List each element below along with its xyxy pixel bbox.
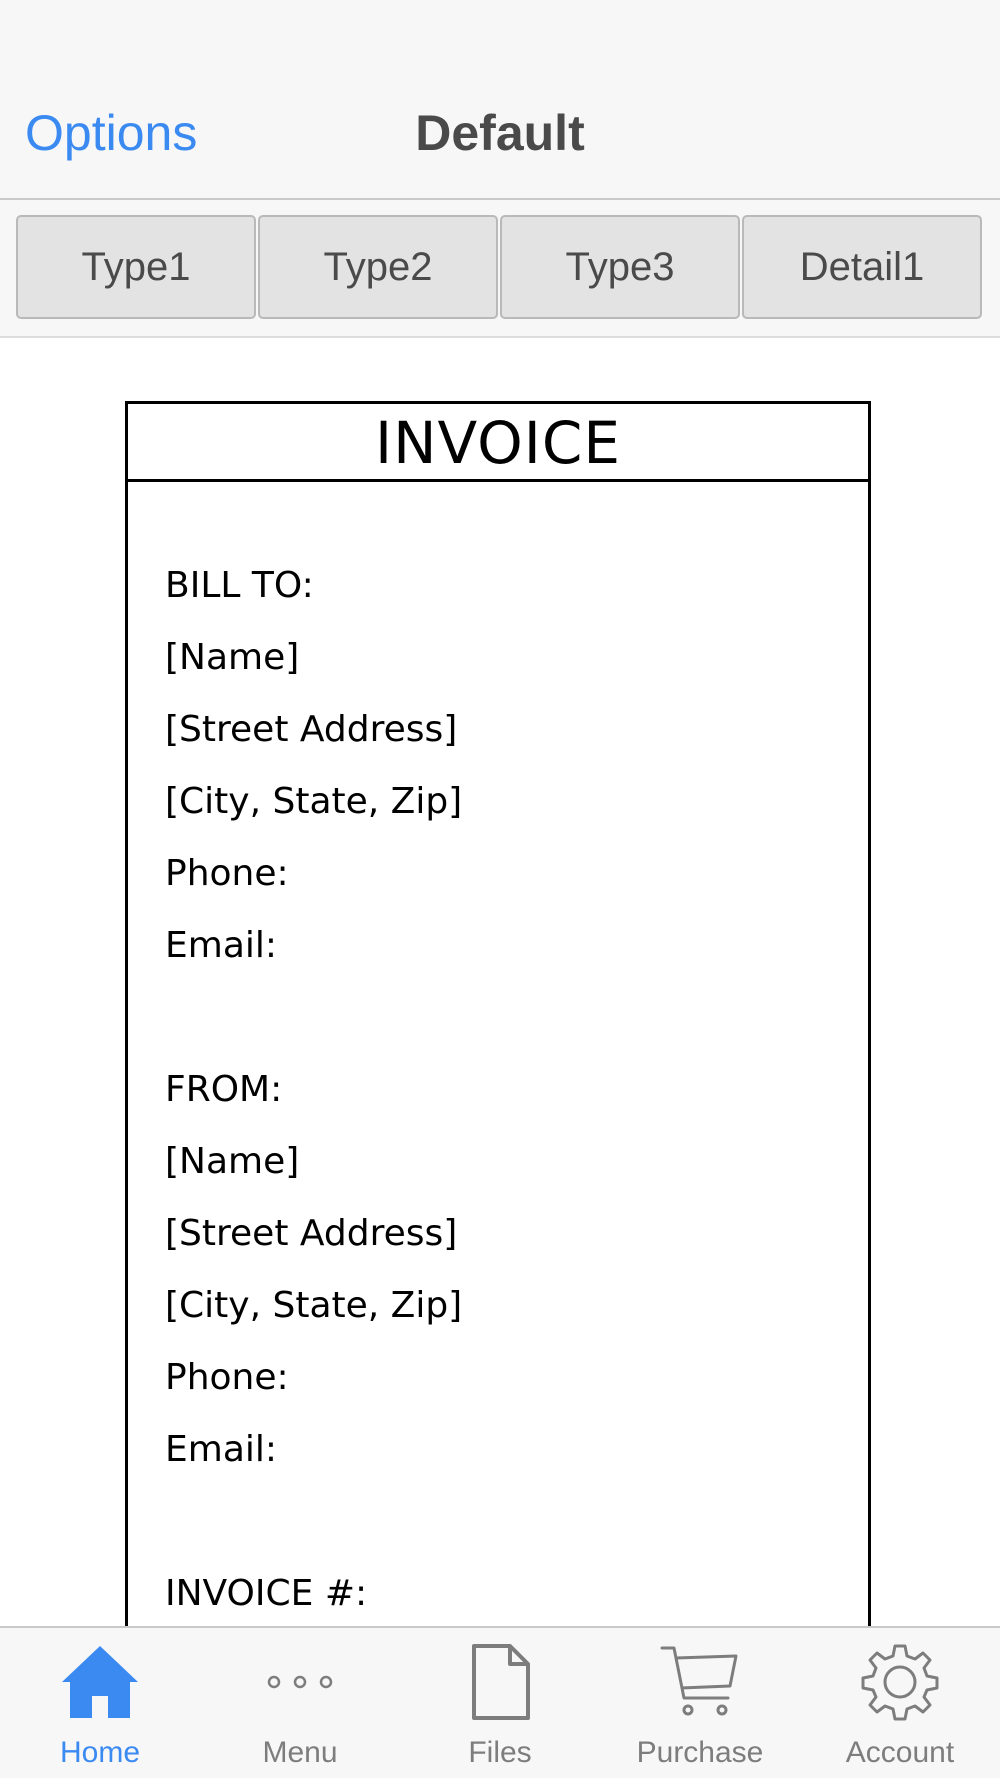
spacer: [165, 1502, 868, 1574]
from-street: [Street Address]: [165, 1213, 458, 1254]
from-email: Email:: [165, 1429, 278, 1470]
from-phone: Phone:: [165, 1357, 289, 1398]
bottom-tab-bar: [0, 1626, 1000, 1778]
invoice-number-label: INVOICE #:: [165, 1573, 368, 1614]
segment-type3[interactable]: Type3: [500, 215, 740, 319]
tab-files[interactable]: [400, 1628, 600, 1778]
navigation-bar: [0, 0, 1000, 200]
invoice-title: INVOICE: [128, 404, 868, 482]
invoice-body: [128, 482, 868, 1626]
bill-to-street: [Street Address]: [165, 709, 458, 750]
document-preview[interactable]: [0, 338, 1000, 1626]
tab-account[interactable]: [800, 1628, 1000, 1778]
bill-to-name: [Name]: [165, 637, 300, 678]
from-city: [City, State, Zip]: [165, 1285, 463, 1326]
from-heading: FROM:: [165, 1069, 283, 1110]
file-icon: [460, 1642, 540, 1722]
segment-detail1[interactable]: Detail1: [742, 215, 982, 319]
bill-to-heading: BILL TO:: [165, 565, 314, 606]
options-button[interactable]: Options: [25, 105, 198, 161]
tab-label: Home: [59, 1736, 141, 1769]
tab-label: Files: [468, 1736, 532, 1769]
cart-icon: [660, 1642, 740, 1722]
segment-type2[interactable]: Type2: [258, 215, 498, 319]
bill-to-email: Email:: [165, 925, 278, 966]
bill-to-city: [City, State, Zip]: [165, 781, 463, 822]
bill-to-phone: Phone:: [165, 853, 289, 894]
segment-type1[interactable]: Type1: [16, 215, 256, 319]
gear-icon: [860, 1642, 940, 1722]
invoice-document: [125, 401, 871, 1626]
segmented-control: [0, 200, 1000, 338]
from-name: [Name]: [165, 1141, 300, 1182]
tab-label: Menu: [262, 1736, 338, 1769]
tab-home[interactable]: [0, 1628, 200, 1778]
home-icon: [60, 1642, 140, 1722]
tab-label: Account: [845, 1736, 955, 1769]
tab-purchase[interactable]: [600, 1628, 800, 1778]
more-icon: [260, 1642, 340, 1722]
tab-label: Purchase: [636, 1736, 764, 1769]
page-title: Default: [415, 105, 585, 161]
tab-menu[interactable]: [200, 1628, 400, 1778]
spacer: [165, 998, 868, 1070]
